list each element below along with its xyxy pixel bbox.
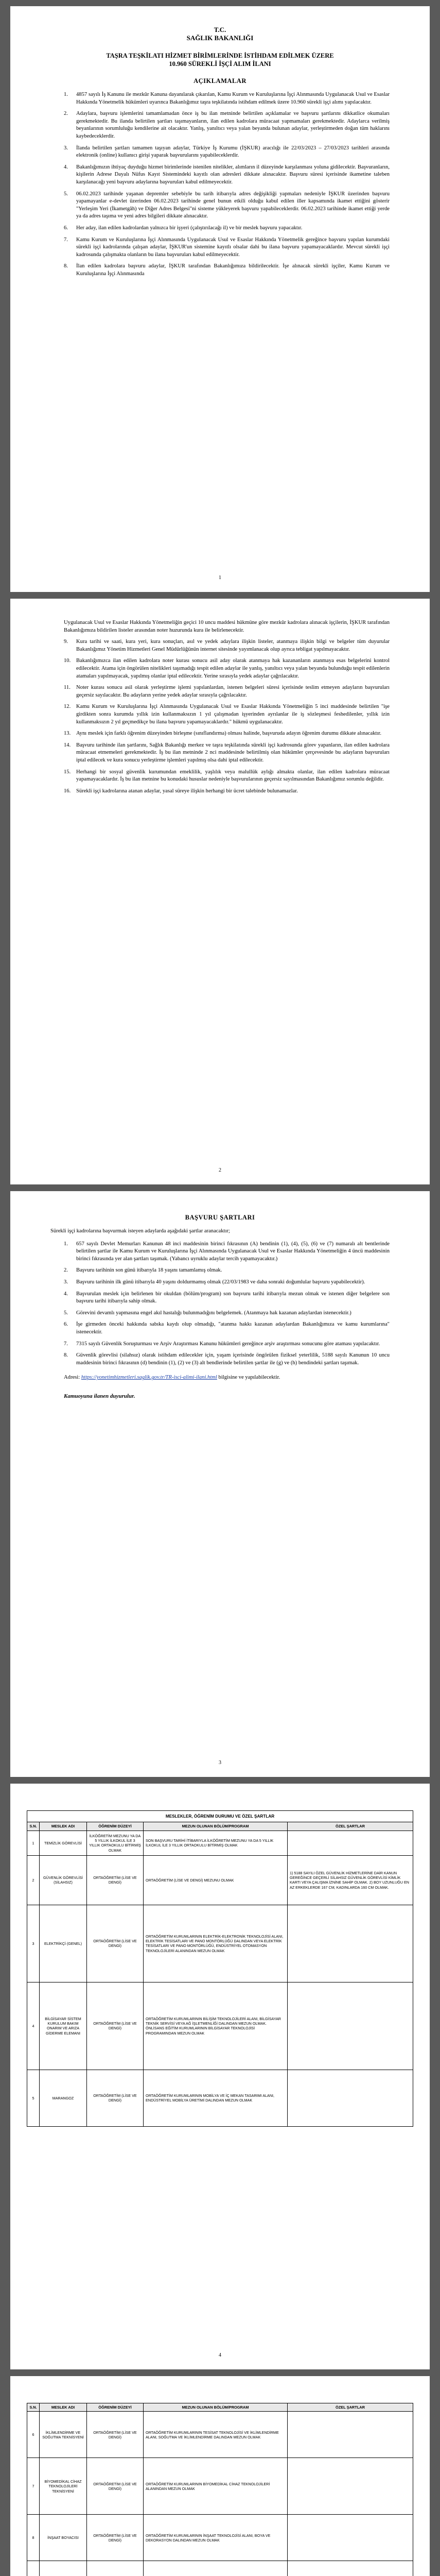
item-number: 13. — [64, 731, 71, 737]
address-note — [64, 1374, 390, 1382]
item-text: Sürekli işçi kadrolarına atanan adaylar, yasal süreye ilişkin herhangi bir ücret talebinde bulunamazlar. — [76, 788, 298, 794]
announcement-title-line1: TAŞRA TEŞKİLATI HİZMET BİRİMLERİNDE İSTİHDAM EDİLMEK ÜZERE — [106, 52, 334, 59]
special-conditions — [288, 1831, 413, 1855]
item-text: Başvuru tarihinde ilan şartlarını, Sağlık Bakanlığı merkez ve taşra teşkilatında sürekli işçi kadrosunda görev yapanların, ilan edilen kadrolara müracaat etmemeleri gerekmektedir. İş bu ilan metninde 2 nci maddesinde belirtilmiş olan hükümler çerçevesinde bu adayların başvuruları iptal edilecek ve kura sonucu yerleştirme işlemleri yapılmış olsa dahi iptal edilecektir. — [76, 742, 390, 763]
special-conditions: 1) 5188 SAYILI ÖZEL GÜVENLİK HİZMETLERİNE DAİR KANUN GEREĞİNCE GEÇERLİ SİLAHSIZ GÜVENLİK GÖREVLİSİ KİMLİK KARTI VEYA ÇALIŞMA İZNİNE SAHİP OLMAK. 2) BOY UZUNLUĞU EN AZ ERKEKLERDE 167 CM, KADINLARDA 160 CM OLMAK. — [288, 1855, 413, 1905]
item-text: Adaylara, başvuru işlemlerini tamamlamadan önce iş bu ilan metninde belirtilen açıklamalar ve başvuru şartlarını dikkatlice okumaları gerekmektedir. Bu ilanda belirtilen şartları taşımayanların, ilan edilen kadrolara müracaat yapmamaları gerekmektedir. Adaylarca verilmiş beyanlarının sorumluluğu kendilerine ait olacaktır. Yanlış, yanıltıcı veya yalan beyanda bulunan adaylar, yerleştirmeden doğan tüm haklarını kaybedeceklerdir. — [76, 111, 390, 139]
item-number: 12. — [64, 704, 71, 710]
table-row — [27, 2561, 413, 2576]
education-level: ORTAÖĞRETİM (LİSE VE DENGİ) — [87, 2070, 144, 2126]
item-number: 6. — [64, 1321, 68, 1328]
item-number: 5. — [64, 1310, 68, 1316]
list-item — [62, 1241, 390, 1263]
education-level: ORTAÖĞRETİM (LİSE VE DENGİ) — [87, 1855, 144, 1905]
item-text: 7315 sayılı Güvenlik Soruşturması ve Arşiv Araştırması Kanunu hükümleri gereğince arşiv araştırması sonucunu göre ataması yapılacaktır. — [76, 1341, 380, 1347]
special-conditions — [288, 2458, 413, 2515]
item-text: Kamu Kurum ve Kuruluşlarına İşçi Alınmasında Uygulanacak Usul ve Esaslar Hakkında Yönetmeliğin 5 inci maddesinde belirtilen "işe girdikten sonra kurumda yıllık izin kullanmaksızın 1 yıl çalışmadan işyerinden ayrılanlar ile iş sözleşmesi feshedilenler, yıllık izin kullanmaksızın 2 yıl geçmedikçe bu ilana başvuru yapamayacaklardır." hükmü uygulanacaktır. — [76, 704, 390, 725]
list-item — [62, 191, 390, 221]
list-item — [62, 788, 390, 795]
item-number: 4. — [64, 164, 68, 170]
address-label: Adresi: — [64, 1375, 80, 1381]
graduated-program: SON BAŞVURU TARİHİ İTİBARIYLA İLKÖĞRETİM MEZUNU YA DA 5 YILLIK İLKOKUL İLE 3 YILLIK ORTAOKULU BİTİRMİŞ OLMAK — [144, 1831, 288, 1855]
graduated-program: ORTAÖĞRETİM KURUMLARININ BİYOMEDİKAL CİHAZ TEKNOLOJİLERİ ALANINDAN MEZUN OLMAK — [144, 2458, 288, 2515]
list-item — [62, 1341, 390, 1348]
item-text: Güvenlik görevlisi (silahsız) olarak istihdam edilecekler için, yaşam içerisinde öngörülen fiziksel yeterlilik, 5188 sayılı Kanunun 10 uncu maddesinin birinci fıkrasının (d) bendinin (1), (2) ve (3) alt bendlerinde belirtilen şartlar ile (g) ve (h) bendindeki şartları taşımak. — [76, 1352, 390, 1366]
item-text: Başvuru tarihinin son günü itibarıyla 18 yaşını tamamlamış olmak. — [76, 1267, 222, 1274]
profession-name: ELEKTRİKÇİ (GENEL) — [40, 1905, 87, 1982]
item-text: Kura tarihi ve saati, kura yeri, kura sonuçları, asıl ve yedek adaylara ilişkin listeler, atanmaya ilişkin bilgi ve belgeler tüm duyurular Bakanlığımız Yönetim Hizmetleri Genel Müdürlüğünün internet sitesinde yayımlanacak olup ayrıca tebligat yapılmayacaktır. — [76, 639, 390, 652]
requirements-heading: BAŞVURU ŞARTLARI — [185, 1214, 255, 1221]
professions-table — [27, 1810, 413, 2127]
profession-name: BİLGİSAYAR SİSTEM KURULUM BAKIM ONARIM VE ARIZA GİDERME ELEMANI — [40, 1982, 87, 2070]
list-item — [62, 145, 390, 160]
explanations-list-continued — [50, 638, 390, 795]
education-level: ORTAÖĞRETİM (LİSE VE DENGİ) — [87, 1982, 144, 2070]
item-text: Kamu Kurum ve Kuruluşlarına İşçi Alınmasında Uygulanacak Usul ve Esaslar Hakkında Yönetmelik gereğince başvuru yapılan kurumdaki sürekli işçi kadrolarında çalışan adaylar, İŞKUR'un sistemine kayıtlı olsalar dahi bu ilana başvuru yapamayacaklardır. Mevcut sürekli işçi kadrosunda çalışmakta olanların bu ilana başvuruları kabul edilmeyecektir. — [76, 236, 390, 258]
item-number: 6. — [64, 225, 68, 231]
item-number: 8. — [64, 1352, 68, 1359]
list-item — [62, 730, 390, 738]
table-row — [27, 2458, 413, 2515]
row-number: 4 — [27, 1982, 40, 2070]
row-number: 5 — [27, 2070, 40, 2126]
profession-name: MARANGOZ — [40, 2070, 87, 2126]
item-text: Her aday, ilan edilen kadrolardan yalnızca bir işyeri (çalıştırılacağı il) ve bir meslek başvuru yapacaktır. — [76, 225, 303, 231]
item-number: 1. — [64, 1241, 68, 1247]
education-level: ORTAÖĞRETİM (LİSE VE DENGİ) — [87, 1905, 144, 1982]
profession-name: İNŞAAT BOYACISI — [40, 2515, 87, 2561]
document-page-5 — [10, 2376, 430, 2576]
item-text: Bakanlığımızca ilan edilen kadrolara noter kurası sonucu asil aday olarak atanmaya hak kazananların atanmaya esas belgelerini kontrol edilecektir. Atama için öngörülen nitelikleri taşımadığı tespit edilen adaylar ile yanlış, yanıltıcı veya yalan beyanda bulunduğu tespit edilenlerin atamaları yapılmayacak, yapılmış olanlar iptal edilecektir. Yerine sırasıyla yedek adaylar çağrılacaktır. — [76, 658, 390, 679]
address-suffix: bilgisine ve yapılabilecektir. — [218, 1375, 280, 1381]
item-number: 1. — [64, 92, 68, 97]
item-number: 3. — [64, 145, 68, 151]
education-level: İLKÖĞRETİM MEZUNU YA DA 5 YILLIK İLKOKUL İLE 3 YILLIK ORTAOKULU BİTİRMİŞ OLMAK — [87, 1831, 144, 1855]
col-header-education: ÖĞRENİM DÜZEYİ — [87, 1822, 144, 1831]
page-number: 4 — [219, 2352, 221, 2358]
table-row — [27, 1905, 413, 1982]
table-row — [27, 1982, 413, 2070]
item-number: 2. — [64, 1267, 68, 1274]
list-item — [62, 703, 390, 726]
list-item — [62, 1267, 390, 1275]
item-text: Görevini devamlı yapmasına engel akıl hastalığı bulunmadığını belgelemek. (Atanmaya hak kazanan adaylardan istenecektir.) — [76, 1310, 351, 1316]
row-number: 1 — [27, 1831, 40, 1855]
profession-name — [40, 2561, 87, 2576]
header-line-tc: T.C. — [214, 26, 226, 33]
row-number: 8 — [27, 2515, 40, 2561]
graduated-program: ORTAÖĞRETİM KURUMLARININ BİLİŞİM TEKNOLOJİLERİ ALANI, BİLGİSAYAR TEKNİK SERVİSİ VEYA AĞ İŞLETMENLİĞİ DALINDAN MEZUN OLMAK. ÖNLİSANS EĞİTİM KURUMLARININ BİLGİSAYAR TEKNOLOJİSİ PROGRAMINDAN MEZUN OLMAK — [144, 1982, 288, 2070]
col-header-special: ÖZEL ŞARTLAR — [288, 1822, 413, 1831]
special-conditions — [288, 2412, 413, 2458]
item-text: İlanda belirtilen şartları tamamen taşıyan adaylar, Türkiye İş Kurumu (İŞKUR) aracılığı ile 22/03/2023 – 27/03/2023 tarihleri arasında elektronik (online) kullanıcı girişi yaparak başvurularını yapabileceklerdir. — [76, 145, 390, 159]
graduated-program: ORTAÖĞRETİM (LİSE VE DENGİ) MEZUNU OLMAK — [144, 1855, 288, 1905]
explanations-heading: AÇIKLAMALAR — [193, 77, 247, 84]
item-number: 4. — [64, 1291, 68, 1297]
item-number: 8. — [64, 263, 68, 269]
education-level — [87, 2561, 144, 2576]
list-item — [62, 263, 390, 278]
table-row — [27, 1831, 413, 1855]
col-header-program: MEZUN OLUNAN BÖLÜM/PROGRAM — [144, 1822, 288, 1831]
item-number: 16. — [64, 788, 71, 794]
table-row — [27, 2412, 413, 2458]
item-text: Bakanlığımızın ihtiyaç duyduğu hizmet birimlerinde istenilen nitelikler, alımların il düzeyinde karşılanması yoluna gidilecektir. Başvuranların, kişilerin Adrese Dayalı Nüfus Kayıt Sistemindeki kayıtlı olan adresleri dikkate alınacaktır. Başvuru süresi içerisinde ikametine taleben karşılanacağı yeni başvuru adaylarına başvuruları kabul edilmeyecektir. — [76, 164, 390, 185]
education-level: ORTAÖĞRETİM (LİSE VE DENGİ) — [87, 2515, 144, 2561]
table-row — [27, 2515, 413, 2561]
list-item — [62, 657, 390, 680]
list-item — [62, 1291, 390, 1306]
item-number: 15. — [64, 769, 71, 775]
item-number: 5. — [64, 191, 68, 197]
requirements-list — [50, 1241, 390, 1367]
item-number: 2. — [64, 111, 68, 117]
col-header-sn: S.N. — [27, 1822, 40, 1831]
graduated-program: ORTAÖĞRETİM KURUMLARININ MOBİLYA VE İÇ MEKAN TASARIMI ALANI, ENDÜSTRİYEL MOBİLYA ÜRETİMİ DALINDAN MEZUN OLMAK — [144, 2070, 288, 2126]
list-item — [62, 1321, 390, 1336]
col-header-sn: S.N. — [27, 2403, 40, 2412]
col-header-special: ÖZEL ŞARTLAR — [288, 2403, 413, 2412]
row-number: 3 — [27, 1905, 40, 1982]
education-level: ORTAÖĞRETİM (LİSE VE DENGİ) — [87, 2412, 144, 2458]
list-item — [62, 684, 390, 699]
special-conditions — [288, 1982, 413, 2070]
explanations-list — [50, 91, 390, 278]
profession-name: BİYOMEDİKAL CİHAZ TEKNOLOJİLERİ TEKNİSYENİ — [40, 2458, 87, 2515]
document-page-1 — [10, 6, 430, 592]
document-page-2 — [10, 599, 430, 1184]
page-number: 1 — [219, 575, 221, 581]
item-text: Noter kurası sonucu asil olarak yerleştirme işlemi yapılanlardan, istenen belgeleri süresi içerisinde teslim etmeyen adayların başvuruları geçersiz sayılacaktır. Bu adayların yerine yedek adaylar sırasıyla çağrılacaktır. — [76, 685, 390, 698]
closing-line: Kamuoyuna ilanen duyurulur. — [64, 1393, 135, 1399]
row-number — [27, 2561, 40, 2576]
list-item — [62, 164, 390, 187]
list-item — [62, 742, 390, 765]
profession-name: İKLİMLENDİRME VE SOĞUTMA TEKNİSYENİ — [40, 2412, 87, 2458]
education-level: ORTAÖĞRETİM (LİSE VE DENGİ) — [87, 2458, 144, 2515]
col-header-education: ÖĞRENİM DÜZEYİ — [87, 2403, 144, 2412]
continuation-paragraph: Uygulanacak Usul ve Esaslar Hakkında Yönetmeliğin geçici 10 uncu maddesi hükmüne göre mezkûr kadrolara alınacak işçilerin, İŞKUR tarafından Bakanlığımıza bildirilen listeler arasından noter huzurunda kura ile belirlenecektir. — [64, 620, 390, 633]
announcement-title-line2: 10.960 SÜREKLİ İŞÇİ ALIM İLANI — [169, 60, 271, 67]
list-item — [62, 236, 390, 259]
list-item — [62, 769, 390, 784]
item-number: 10. — [64, 658, 71, 664]
list-item — [62, 638, 390, 653]
row-number: 6 — [27, 2412, 40, 2458]
special-conditions — [288, 2070, 413, 2126]
item-number: 9. — [64, 639, 68, 645]
item-number: 11. — [64, 685, 71, 691]
list-item — [62, 1279, 390, 1286]
profession-name: TEMİZLİK GÖREVLİSİ — [40, 1831, 87, 1855]
graduated-program: ORTAÖĞRETİM KURUMLARININ TESİSAT TEKNOLOJİSİ VE İKLİMLENDİRME ALANI, SOĞUTMA VE İKLİMLENDİRME DALINDAN MEZUN OLMAK — [144, 2412, 288, 2458]
item-text: Herhangi bir sosyal güvenlik kurumundan emeklilik, yaşlılık veya malullük aylığı almakta olanlar, ilan edilen kadrolara müracaat yapamayacaklardır. İş bu ilan metnine bu konudaki hususlar nedeniyle başvurularının geçersiz sayılmasından Bakanlığımız sorumlu değildir. — [76, 769, 390, 783]
item-text: 06.02.2023 tarihinde yaşanan depremler sebebiyle bu tarih itibarıyla adres değişikliği yapmaları nedeniyle İŞKUR üzerinden başvuru yapamayanlar e-devlet üzerinden 06.02.2023 tarihinde genel bunun etkili olduğu kabul edilen iller kapsamında ikamet ettiğini gösterir "Yerleşim Yeri (İkametgâh) ve Diğer Adres Belgesi"ni sisteme yükleyerek başvuru yapabileceklerdir. 06.02.2023 tarihinde ikamet ettiği yerde ya da adres taşıma ve yeni adres bilgileri dikkate alınacaktır. — [76, 191, 390, 219]
item-text: Aynı meslek için farklı öğrenim düzeyinden birleşme (sınıflandırma) olması halinde, başvuruda adayın öğrenim durumu dikkate alınacaktır. — [76, 731, 381, 737]
page-number: 3 — [219, 1760, 221, 1766]
item-text: İlan edilen kadrolara başvuru adaylar, İŞKUR tarafından Bakanlığımıza bildirilecektir. İşe alınacak sürekli işçiler, Kamu Kurum ve Kuruluşlarına İşçi Alınmasında — [76, 263, 390, 277]
document-page-4 — [10, 1784, 430, 2369]
list-item — [62, 1310, 390, 1317]
table-row — [27, 1855, 413, 1905]
item-text: Başvurulan meslek için belirlenen bir okuldan (bölüm/program) son başvuru tarihi itibarıyla mezun olmak ve istenen diğer belgelere son başvuru tarihi itibarıyla sahip olmak. — [76, 1291, 390, 1304]
row-number: 7 — [27, 2458, 40, 2515]
list-item — [62, 91, 390, 106]
list-item — [62, 225, 390, 232]
col-header-program: MEZUN OLUNAN BÖLÜM/PROGRAM — [144, 2403, 288, 2412]
item-number: 3. — [64, 1279, 68, 1285]
item-text: 657 sayılı Devlet Memurları Kanunun 48 inci maddesinin birinci fıkrasının (A) bendinin (1), (4), (5), (6) ve (7) numaralı alt bentlerinde belirtilen şartlar ile Kamu Kurum ve Kuruluşlarına İşçi Alınmasında Uygulanacak Usul ve Esaslar Hakkında Yönetmeliğin 4 üncü maddesinin birinci fıkrasında yer alan şartları taşımak. (Yabancı uyruklu adaylar tercih yapamayacaktır.) — [76, 1241, 390, 1262]
special-conditions — [288, 2561, 413, 2576]
ministry-link[interactable]: https://yonetimhizmetleri.saglik.gov.tr/TR-isci-alimi-ilani.html — [81, 1375, 217, 1381]
list-item — [62, 1352, 390, 1367]
document-page-3 — [10, 1191, 430, 1777]
list-item — [62, 110, 390, 140]
item-text: İşe girmeden önceki hakkında sabıka kaydı olup olmadığı, "atanma hakkı kazanan adaylardan Bakanlığımıza ve kamu kurumlarına" istenecektir. — [76, 1321, 390, 1335]
special-conditions — [288, 2515, 413, 2561]
header-ministry: SAĞLIK BAKANLIĞI — [186, 34, 254, 42]
special-conditions — [288, 1905, 413, 1982]
professions-table-continued — [27, 2403, 413, 2576]
item-number: 7. — [64, 236, 68, 243]
page-number: 2 — [219, 1167, 221, 1173]
profession-name: GÜVENLİK GÖREVLİSİ (SİLAHSIZ) — [40, 1855, 87, 1905]
item-number: 14. — [64, 742, 71, 748]
item-text: Başvuru tarihinin ilk günü itibarıyla 40 yaşını doldurmamış olmak (22/03/1983 ve daha sonraki doğumlular başvuru yapabilecektir). — [76, 1279, 365, 1285]
table-row — [27, 2070, 413, 2126]
item-number: 7. — [64, 1341, 68, 1347]
col-header-profession: MESLEK ADI — [40, 2403, 87, 2412]
graduated-program: ORTAÖĞRETİM KURUMLARININ ELEKTRİK-ELEKTRONİK TEKNOLOJİSİ ALANI, ELEKTRİK TESİSATLARI VE PANO MONTÖRLÜĞÜ DALINDAN VEYA ELEKTRİK TESİSATLARI VE PANO MONTÖRLÜĞÜ, ENDÜSTRİYEL OTOMASYON TEKNOLOJİLERİ ALANINDAN MEZUN OLMAK — [144, 1905, 288, 1982]
requirements-intro: Sürekli işçi kadrolarına başvurmak isteyen adaylarda aşağıdaki şartlar aranacaktır; — [50, 1228, 230, 1234]
graduated-program: ORTAÖĞRETİM KURUMLARININ İNŞAAT TEKNOLOJİSİ ALANI, BOYA VE DEKORASYON DALINDAN MEZUN OLMAK — [144, 2515, 288, 2561]
graduated-program — [144, 2561, 288, 2576]
row-number: 2 — [27, 1855, 40, 1905]
item-text: 4857 sayılı İş Kanunu ile mezkûr Kanuna dayanılarak çıkarılan, Kamu Kurum ve Kuruluşlarına İşçi Alınmasında Uygulanacak Usul ve Esaslar Hakkında Yönetmelik hükümleri uyarınca Bakanlığımız taşra teşkilatında istihdam edilmek üzere 10.960 sürekli işçi alımı yapılacaktır. — [76, 92, 390, 105]
col-header-profession: MESLEK ADI — [40, 1822, 87, 1831]
table-title: MESLEKLER, ÖĞRENİM DURUMU VE ÖZEL ŞARTLAR — [27, 1811, 413, 1822]
